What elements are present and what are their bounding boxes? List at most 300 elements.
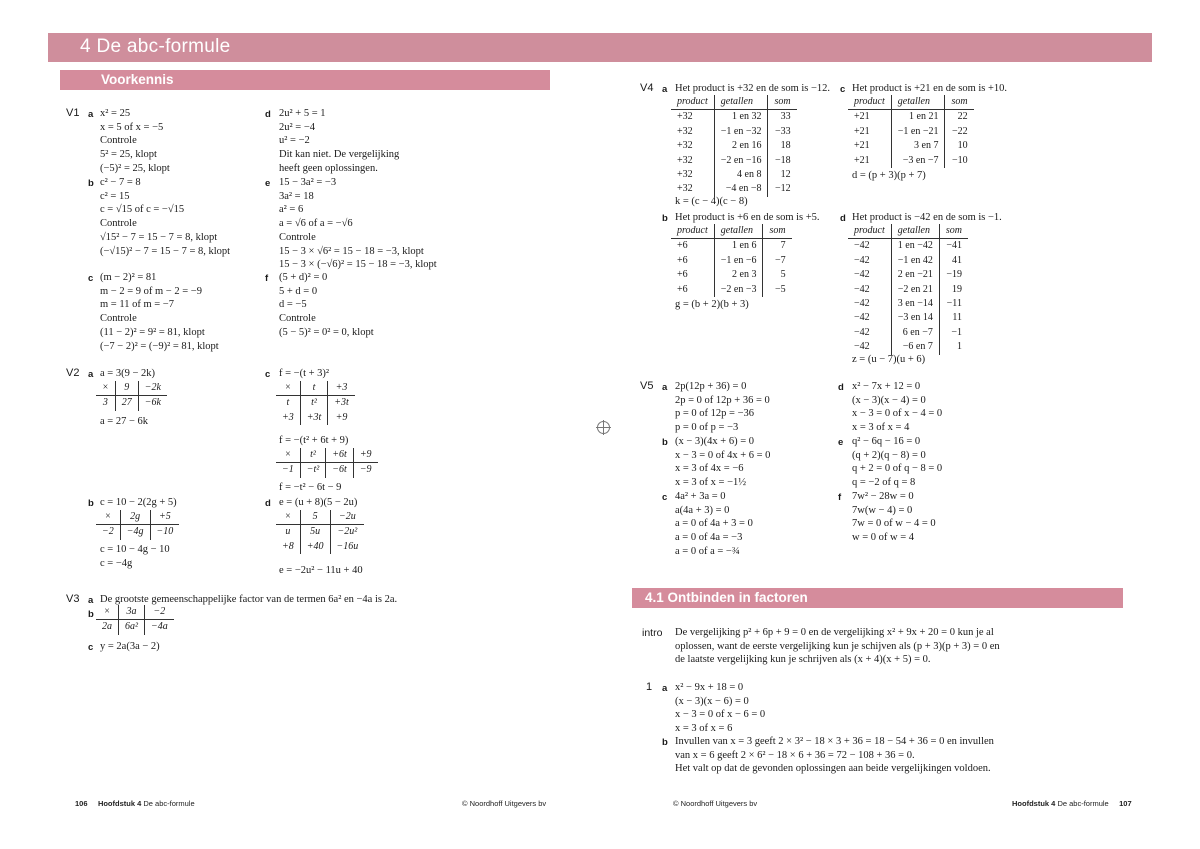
- q1-a-answer: [675, 681, 765, 736]
- table-cell: 33: [768, 110, 797, 125]
- answer-line: q = −2 of q = 8: [852, 477, 916, 489]
- table-cell: 3 en −14: [891, 297, 939, 311]
- table-row: [671, 254, 792, 268]
- table-row: [671, 125, 797, 139]
- v4-b-result: g = (b + 2)(b + 3): [675, 299, 749, 310]
- table-cell: −7: [763, 254, 792, 268]
- column-header: getallen: [891, 224, 939, 239]
- answer-line: (5 + d)² = 0: [279, 272, 328, 283]
- answer-line: m = 11 of m = −7: [100, 299, 174, 311]
- table-cell: −41: [939, 239, 968, 254]
- subquestion-label: b: [662, 213, 668, 224]
- v2-d-equation: e = (u + 8)(5 − 2u): [279, 497, 358, 508]
- footer-chapter: Hoofdstuk 4: [1012, 799, 1056, 808]
- table-cell: +3: [328, 381, 355, 396]
- table-row: [276, 448, 378, 463]
- answer-line: 15 − 3 × (−√6)² = 15 − 18 = −3, klopt: [279, 259, 437, 271]
- table-cell: +6t: [326, 448, 354, 463]
- answer-line: x = 5 of x = −5: [100, 121, 164, 133]
- v4-d-title: Het product is −42 en de som is −1.: [852, 212, 1002, 223]
- v3-c-answer: y = 2a(3a − 2): [100, 641, 160, 652]
- table-row: [96, 525, 179, 540]
- table-row: [848, 125, 974, 139]
- table-cell: −1 en −6: [714, 254, 763, 268]
- answer-line: (x − 3)(4x + 6) = 0: [675, 436, 755, 447]
- table-cell: 4 en 8: [714, 168, 768, 182]
- subquestion-label: a: [662, 382, 668, 393]
- table-cell: +5: [150, 510, 179, 525]
- table-row: [671, 154, 797, 168]
- table-cell: +6: [677, 283, 688, 295]
- table-cell: 3a: [119, 605, 145, 620]
- answer-line: Controle: [100, 135, 137, 147]
- column-header: getallen: [714, 95, 768, 110]
- intro-line: oplossen, want de eerste vergelijking kun je schijven als (p + 3)(p + 3) = 0 en: [675, 640, 1000, 652]
- table-cell: 1 en −42: [891, 239, 939, 254]
- v4-d-table: [848, 224, 968, 355]
- table-cell: −3 en −7: [891, 154, 945, 168]
- table-cell: 12: [768, 168, 797, 182]
- table-row: [671, 268, 792, 282]
- table-cell: −16u: [330, 540, 364, 554]
- table-cell: 5: [300, 510, 330, 525]
- table-cell: 3: [102, 397, 108, 409]
- answer-line: √15² − 7 = 15 − 7 = 8, klopt: [100, 231, 218, 243]
- v1-a-answer: [100, 107, 170, 176]
- table-cell: −1 en 42: [891, 254, 939, 268]
- answer-line: p = 0 of 12p = −36: [675, 408, 755, 420]
- table-cell: 22: [945, 110, 974, 125]
- answer-line: (5 − 5)² = 0² = 0, klopt: [279, 326, 374, 338]
- table-cell: +3t: [300, 411, 328, 425]
- table-row: [276, 396, 355, 411]
- answer-line: 15 − 3a² = −3: [279, 177, 337, 188]
- answer-line: x² − 7x + 12 = 0: [852, 381, 921, 392]
- table-cell: 2 en 16: [714, 139, 768, 153]
- v2-b-table: [96, 510, 179, 540]
- answer-line: 2u² = −4: [279, 121, 315, 133]
- table-cell: −2k: [138, 381, 167, 396]
- table-cell: +6: [677, 254, 688, 266]
- answer-line: x − 3 = 0 of x − 4 = 0: [852, 408, 943, 420]
- table-cell: 3 en 7: [891, 139, 945, 153]
- column-header: getallen: [714, 224, 763, 239]
- subquestion-label: b: [662, 737, 668, 748]
- v5-e-answer: [852, 435, 942, 490]
- subquestion-label: c: [265, 369, 271, 380]
- v4-c-title: Het product is +21 en de som is +10.: [852, 83, 1008, 94]
- table-row: [848, 283, 968, 297]
- question-number: V3: [66, 593, 80, 605]
- table-cell: −1: [282, 464, 294, 476]
- table-cell: t²: [300, 396, 328, 411]
- subquestion-label: a: [88, 595, 94, 606]
- question-number: V2: [66, 367, 80, 379]
- answer-line: a = 0 of 4a + 3 = 0: [675, 518, 753, 530]
- table-cell: +32: [677, 125, 693, 137]
- subquestion-label: d: [838, 382, 844, 393]
- v2-d-result: e = −2u² − 11u + 40: [279, 565, 363, 576]
- column-header: som: [945, 95, 974, 110]
- table-cell: +21: [854, 125, 870, 137]
- table-cell: +21: [854, 111, 870, 123]
- v2-a-table: [96, 381, 167, 411]
- table-cell: −t²: [300, 463, 326, 478]
- table-cell: ×: [96, 605, 119, 620]
- answer-line: x = 3 of x = −1½: [675, 477, 747, 489]
- table-cell: 2 en −21: [891, 268, 939, 282]
- table-cell: 6 en −7: [891, 326, 939, 340]
- table-header-row: [848, 224, 968, 239]
- v2-d-table: [276, 510, 364, 554]
- subquestion-label: c: [840, 84, 846, 95]
- v4-c-result: d = (p + 3)(p + 7): [852, 170, 926, 181]
- answer-line: p = 0 of p = −3: [675, 422, 739, 434]
- v5-f-answer: [852, 490, 936, 545]
- table-cell: +8: [282, 540, 294, 552]
- answer-line: x = 3 of x = 4: [852, 422, 910, 434]
- table-row: [96, 381, 167, 396]
- answer-line: Invullen van x = 3 geeft 2 × 3² − 18 × 3 + 36 = 18 − 54 + 36 = 0 en invullen: [675, 736, 994, 747]
- v2-c-equation: f = −(t + 3)²: [279, 368, 330, 379]
- answer-line: x − 3 = 0 of x − 6 = 0: [675, 709, 766, 721]
- table-cell: ×: [276, 510, 300, 525]
- answer-line: x² = 25: [100, 108, 131, 119]
- column-header: product: [671, 224, 714, 239]
- page-number: 106: [75, 799, 88, 808]
- footer-title: De abc-formule: [1057, 799, 1109, 808]
- answer-line: q² − 6q − 16 = 0: [852, 436, 921, 447]
- column-header: product: [848, 224, 891, 239]
- answer-line: (q + 2)(q − 8) = 0: [852, 449, 926, 461]
- intro-line: De vergelijking p² + 6p + 9 = 0 en de vergelijking x² + 9x + 20 = 0 kun je al: [675, 627, 994, 638]
- table-cell: 41: [939, 254, 968, 268]
- v2-b-equation: c = 10 − 2(2g + 5): [100, 497, 177, 508]
- table-row: [848, 326, 968, 340]
- v2-c-table1: [276, 381, 355, 425]
- table-cell: +9: [353, 448, 377, 463]
- table-cell: +6: [677, 240, 688, 252]
- table-cell: +40: [300, 540, 330, 554]
- table-cell: −42: [854, 254, 870, 266]
- footer-right: [1012, 799, 1132, 808]
- intro-label: intro: [642, 627, 663, 639]
- v4-b-table: [671, 224, 792, 297]
- table-cell: 5u: [300, 525, 330, 540]
- footer-title: De abc-formule: [143, 799, 195, 808]
- column-header: getallen: [891, 95, 945, 110]
- table-row: [848, 110, 974, 125]
- table-row: [848, 297, 968, 311]
- q1-b-answer: [675, 735, 994, 776]
- table-row: [671, 239, 792, 254]
- answer-line: Controle: [100, 313, 137, 325]
- answer-line: Controle: [100, 218, 137, 230]
- table-row: [276, 381, 355, 396]
- answer-line: 5² = 25, klopt: [100, 149, 157, 161]
- v3-a-answer: De grootste gemeenschappelijke factor van de termen 6a² en −4a is 2a.: [100, 594, 398, 605]
- table-cell: −2u: [330, 510, 364, 525]
- table-cell: −2: [102, 526, 114, 538]
- answer-line: a² = 6: [279, 204, 304, 216]
- v1-e-answer: [279, 176, 437, 272]
- table-cell: 27: [115, 396, 138, 411]
- chapter-title: 4 De abc-formule: [80, 36, 231, 57]
- table-cell: −4a: [145, 620, 174, 635]
- table-row: [276, 463, 378, 478]
- table-cell: −2u²: [330, 525, 364, 540]
- answer-line: x − 3 = 0 of 4x + 6 = 0: [675, 449, 771, 461]
- table-cell: −2 en −3: [714, 283, 763, 297]
- table-header-row: [671, 95, 797, 110]
- table-cell: −42: [854, 269, 870, 281]
- table-cell: 19: [939, 283, 968, 297]
- table-cell: +3: [282, 411, 294, 423]
- subquestion-label: c: [662, 492, 668, 503]
- question-number: 1: [646, 681, 653, 693]
- v4-d-result: z = (u − 7)(u + 6): [852, 354, 926, 365]
- answer-line: 7w(w − 4) = 0: [852, 504, 913, 516]
- table-cell: +32: [677, 140, 693, 152]
- table-cell: +32: [677, 183, 693, 195]
- table-cell: −4g: [120, 525, 150, 540]
- v5-a-answer: [675, 380, 770, 435]
- v2-b-result1: c = 10 − 4g − 10: [100, 544, 170, 555]
- answer-line: d = −5: [279, 299, 307, 311]
- table-cell: t²: [300, 448, 326, 463]
- table-row: [848, 254, 968, 268]
- answer-line: Het valt op dat de gevonden oplossingen aan beide vergelijkingen voldoen.: [675, 763, 991, 775]
- answer-line: a = √6 of a = −√6: [279, 218, 353, 230]
- column-header: som: [939, 224, 968, 239]
- subquestion-label: b: [88, 178, 94, 189]
- v2-c-middle: f = −(t² + 6t + 9): [279, 435, 349, 446]
- table-cell: 2 en 3: [714, 268, 763, 282]
- table-cell: 11: [939, 311, 968, 325]
- answer-line: 2u² + 5 = 1: [279, 108, 326, 119]
- intro-text: [675, 626, 1000, 667]
- subquestion-label: a: [88, 369, 94, 380]
- registration-mark-icon: [597, 421, 610, 434]
- table-cell: ×: [276, 448, 300, 463]
- page-number: 107: [1119, 799, 1132, 808]
- subquestion-label: d: [265, 498, 271, 509]
- answer-line: x = 3 of x = 6: [675, 723, 733, 735]
- table-cell: −1 en −21: [891, 125, 945, 139]
- answer-line: 3a² = 18: [279, 190, 314, 202]
- table-cell: 1 en 21: [891, 110, 945, 125]
- v1-c-answer: [100, 271, 219, 353]
- subquestion-label: e: [838, 437, 844, 448]
- answer-line: 5 + d = 0: [279, 285, 318, 297]
- v1-d-answer: [279, 107, 399, 176]
- table-cell: 7: [763, 239, 792, 254]
- subquestion-label: c: [88, 273, 94, 284]
- table-cell: 1 en 6: [714, 239, 763, 254]
- subquestion-label: b: [662, 437, 668, 448]
- v1-b-answer: [100, 176, 230, 258]
- table-cell: −10: [150, 525, 179, 540]
- table-cell: −1: [939, 326, 968, 340]
- answer-line: x² − 9x + 18 = 0: [675, 682, 744, 693]
- answer-line: a = 0 of a = −¾: [675, 545, 740, 557]
- table-cell: 2a: [102, 621, 112, 633]
- table-row: [671, 139, 797, 153]
- v3-b-table: [96, 605, 174, 635]
- question-number: V4: [640, 82, 654, 94]
- table-cell: −42: [854, 341, 870, 353]
- answer-line: a(4a + 3) = 0: [675, 504, 730, 516]
- answer-line: 2p(12p + 36) = 0: [675, 381, 747, 392]
- table-cell: −2 en 21: [891, 283, 939, 297]
- table-row: [848, 311, 968, 325]
- answer-line: Dit kan niet. De vergelijking: [279, 149, 400, 161]
- subquestion-label: f: [265, 273, 269, 284]
- table-cell: +21: [854, 140, 870, 152]
- table-cell: 1: [939, 340, 968, 354]
- table-cell: t: [300, 381, 328, 396]
- answer-line: q + 2 = 0 of q − 8 = 0: [852, 463, 943, 475]
- table-cell: +9: [328, 411, 355, 425]
- answer-line: (−√15)² − 7 = 15 − 7 = 8, klopt: [100, 245, 231, 257]
- table-cell: −6k: [138, 396, 167, 411]
- v4-a-result: k = (c − 4)(c − 8): [675, 196, 748, 207]
- answer-line: Controle: [279, 231, 316, 243]
- intro-line: de laatste vergelijking kun je schrijven als (x + 4)(x + 5) = 0.: [675, 654, 931, 666]
- table-cell: ×: [96, 381, 115, 396]
- table-cell: −22: [945, 125, 974, 139]
- v2-b-result2: c = −4g: [100, 557, 133, 569]
- v5-d-answer: [852, 380, 942, 435]
- section-41-title: 4.1 Ontbinden in factoren: [645, 590, 808, 605]
- table-row: [96, 396, 167, 411]
- table-row: [96, 510, 179, 525]
- table-row: [848, 239, 968, 254]
- table-cell: −6 en 7: [891, 340, 939, 354]
- table-row: [848, 139, 974, 153]
- answer-line: (m − 2)² = 81: [100, 272, 157, 283]
- v2-a-equation: a = 3(9 − 2k): [100, 368, 155, 379]
- table-cell: 2g: [120, 510, 150, 525]
- answer-line: 7w² − 28w = 0: [852, 491, 914, 502]
- table-cell: −5: [763, 283, 792, 297]
- table-cell: −42: [854, 326, 870, 338]
- table-cell: −9: [353, 463, 377, 478]
- table-cell: −42: [854, 298, 870, 310]
- answer-line: x = 3 of 4x = −6: [675, 463, 744, 475]
- table-row: [96, 605, 174, 620]
- v4-c-table: [848, 95, 974, 168]
- answer-line: c² = 15: [100, 190, 130, 202]
- table-row: [848, 268, 968, 282]
- table-cell: 18: [768, 139, 797, 153]
- table-cell: −3 en 14: [891, 311, 939, 325]
- table-row: [96, 620, 174, 635]
- table-cell: +32: [677, 169, 693, 181]
- answer-line: m − 2 = 9 of m − 2 = −9: [100, 285, 202, 297]
- table-cell: −10: [945, 154, 974, 168]
- voorkennis-title: Voorkennis: [101, 72, 174, 87]
- v5-b-answer: [675, 435, 770, 490]
- v4-a-table: [671, 95, 797, 197]
- column-header: som: [763, 224, 792, 239]
- answer-line: (11 − 2)² = 9² = 81, klopt: [100, 326, 205, 338]
- table-row: [671, 110, 797, 125]
- answer-line: 2p = 0 of 12p + 36 = 0: [675, 394, 770, 406]
- table-cell: −18: [768, 154, 797, 168]
- table-cell: −42: [854, 283, 870, 295]
- column-header: product: [848, 95, 891, 110]
- table-cell: −2: [145, 605, 174, 620]
- answer-line: 15 − 3 × √6² = 15 − 18 = −3, klopt: [279, 245, 424, 257]
- table-cell: +32: [677, 111, 693, 123]
- table-cell: 1 en 32: [714, 110, 768, 125]
- table-cell: −42: [854, 240, 870, 252]
- footer-chapter: Hoofdstuk 4: [97, 799, 142, 808]
- subquestion-label: b: [88, 498, 94, 509]
- table-row: [276, 510, 364, 525]
- subquestion-label: a: [88, 109, 94, 120]
- table-cell: −19: [939, 268, 968, 282]
- answer-line: w = 0 of w = 4: [852, 532, 915, 544]
- table-header-row: [671, 224, 792, 239]
- table-cell: −42: [854, 312, 870, 324]
- subquestion-label: e: [265, 178, 271, 189]
- table-cell: −12: [768, 182, 797, 196]
- table-cell: 10: [945, 139, 974, 153]
- table-row: [848, 154, 974, 168]
- table-cell: −1 en −32: [714, 125, 768, 139]
- answer-line: (x − 3)(x − 4) = 0: [852, 394, 926, 406]
- subquestion-label: f: [838, 492, 842, 503]
- answer-line: c = √15 of c = −√15: [100, 204, 185, 216]
- table-cell: +3t: [328, 396, 355, 411]
- v5-c-answer: [675, 490, 753, 559]
- table-cell: −33: [768, 125, 797, 139]
- answer-line: a = 0 of 4a = −3: [675, 532, 743, 544]
- answer-line: u² = −2: [279, 135, 310, 147]
- column-header: som: [768, 95, 797, 110]
- v2-a-result: a = 27 − 6k: [100, 416, 149, 427]
- answer-line: (x − 3)(x − 6) = 0: [675, 695, 749, 707]
- table-cell: +32: [677, 154, 693, 166]
- footer-left: [75, 799, 195, 808]
- table-cell: +6: [677, 269, 688, 281]
- answer-line: van x = 6 geeft 2 × 6² − 18 × 6 + 36 = 72 − 108 + 36 = 0.: [675, 749, 915, 761]
- table-cell: 9: [115, 381, 138, 396]
- table-cell: 6a²: [119, 620, 145, 635]
- subquestion-label: d: [840, 213, 846, 224]
- table-row: [276, 525, 364, 540]
- answer-line: c² − 7 = 8: [100, 177, 141, 188]
- v4-b-title: Het product is +6 en de som is +5.: [675, 212, 820, 223]
- v2-c-table2: [276, 448, 378, 478]
- question-number: V5: [640, 380, 654, 392]
- table-row: [276, 411, 355, 425]
- table-row: [671, 168, 797, 182]
- subquestion-label: d: [265, 109, 271, 120]
- answer-line: (−5)² = 25, klopt: [100, 162, 170, 174]
- table-cell: −2 en −16: [714, 154, 768, 168]
- answer-line: heeft geen oplossingen.: [279, 162, 378, 174]
- table-cell: −4 en −8: [714, 182, 768, 196]
- subquestion-label: a: [662, 683, 668, 694]
- answer-line: 4a² + 3a = 0: [675, 491, 726, 502]
- table-row: [671, 283, 792, 297]
- v1-f-answer: [279, 271, 374, 340]
- answer-line: 7w = 0 of w − 4 = 0: [852, 518, 936, 530]
- question-number: V1: [66, 107, 80, 119]
